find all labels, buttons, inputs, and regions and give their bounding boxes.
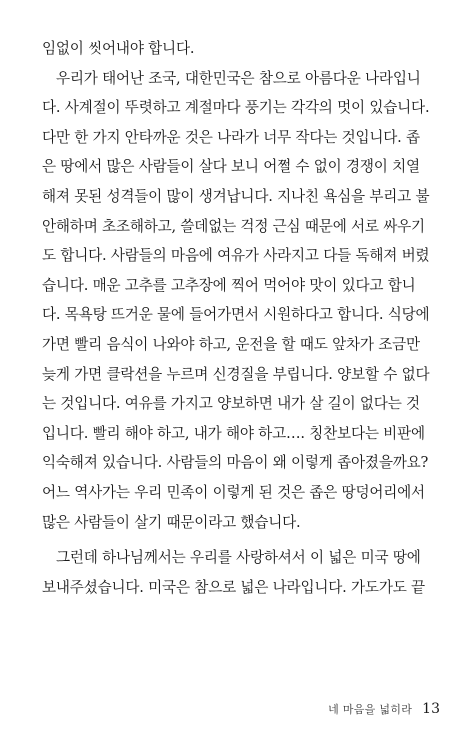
text-line: 많은 사람들이 살기 때문이라고 했습니다. <box>42 513 301 531</box>
text-line: 다만 한 가지 안타까운 것은 나라가 너무 작다는 것입니다. 좁 <box>42 128 420 146</box>
text-line: 도 합니다. 사람들의 마음에 여유가 사라지고 다들 독해져 버렸 <box>42 247 430 265</box>
text-line: 어느 역사가는 우리 민족이 이렇게 된 것은 좁은 땅덩어리에서 <box>42 483 425 501</box>
text-line: 안해하며 초조해하고, 쓸데없는 걱정 근심 때문에 서로 싸우기 <box>42 217 425 235</box>
page-number: 13 <box>422 701 440 717</box>
text-line: 익숙해져 있습니다. 사람들의 마음이 왜 이렇게 좁아졌을까요? <box>42 454 429 472</box>
text-line: 해져 못된 성격들이 많이 생겨납니다. 지나친 욕심을 부리고 불 <box>42 187 430 205</box>
text-line: 는 것입니다. 여유를 가지고 양보하면 내가 살 길이 없다는 것 <box>42 395 420 413</box>
text-line: 우리가 태어난 조국, 대한민국은 참으로 아름다운 나라입니 <box>56 69 421 87</box>
running-head: 네 마음을 넓히라 <box>328 703 413 716</box>
text-line: 은 땅에서 많은 사람들이 살다 보니 어쩔 수 없이 경쟁이 치열 <box>42 158 420 176</box>
text-line: 가면 빨리 음식이 나와야 하고, 운전을 할 때도 앞차가 조금만 <box>42 335 420 353</box>
page-footer <box>328 701 440 717</box>
text-line: 임없이 씻어내야 합니다. <box>42 40 195 57</box>
text-line: 그런데 하나님께서는 우리를 사랑하셔서 이 넓은 미국 땅에 <box>56 549 421 567</box>
text-line: 습니다. 매운 고추를 고추장에 찍어 먹어야 맛이 있다고 합니 <box>42 276 416 294</box>
text-line: 다. 목욕탕 뜨거운 물에 들어가면서 시원하다고 합니다. 식당에 <box>42 306 430 324</box>
text-line: 입니다. 빨리 해야 하고, 내가 해야 하고…. 칭찬보다는 비판에 <box>42 424 425 442</box>
text-line: 다. 사계절이 뚜렷하고 계절마다 풍기는 각각의 멋이 있습니다. <box>42 99 430 117</box>
text-line: 늦게 가면 클락션을 누르며 신경질을 부립니다. 양보할 수 없다 <box>42 365 430 383</box>
body-text <box>42 34 432 602</box>
text-line: 보내주셨습니다. 미국은 참으로 넓은 나라입니다. 가도가도 끝 <box>42 578 425 596</box>
